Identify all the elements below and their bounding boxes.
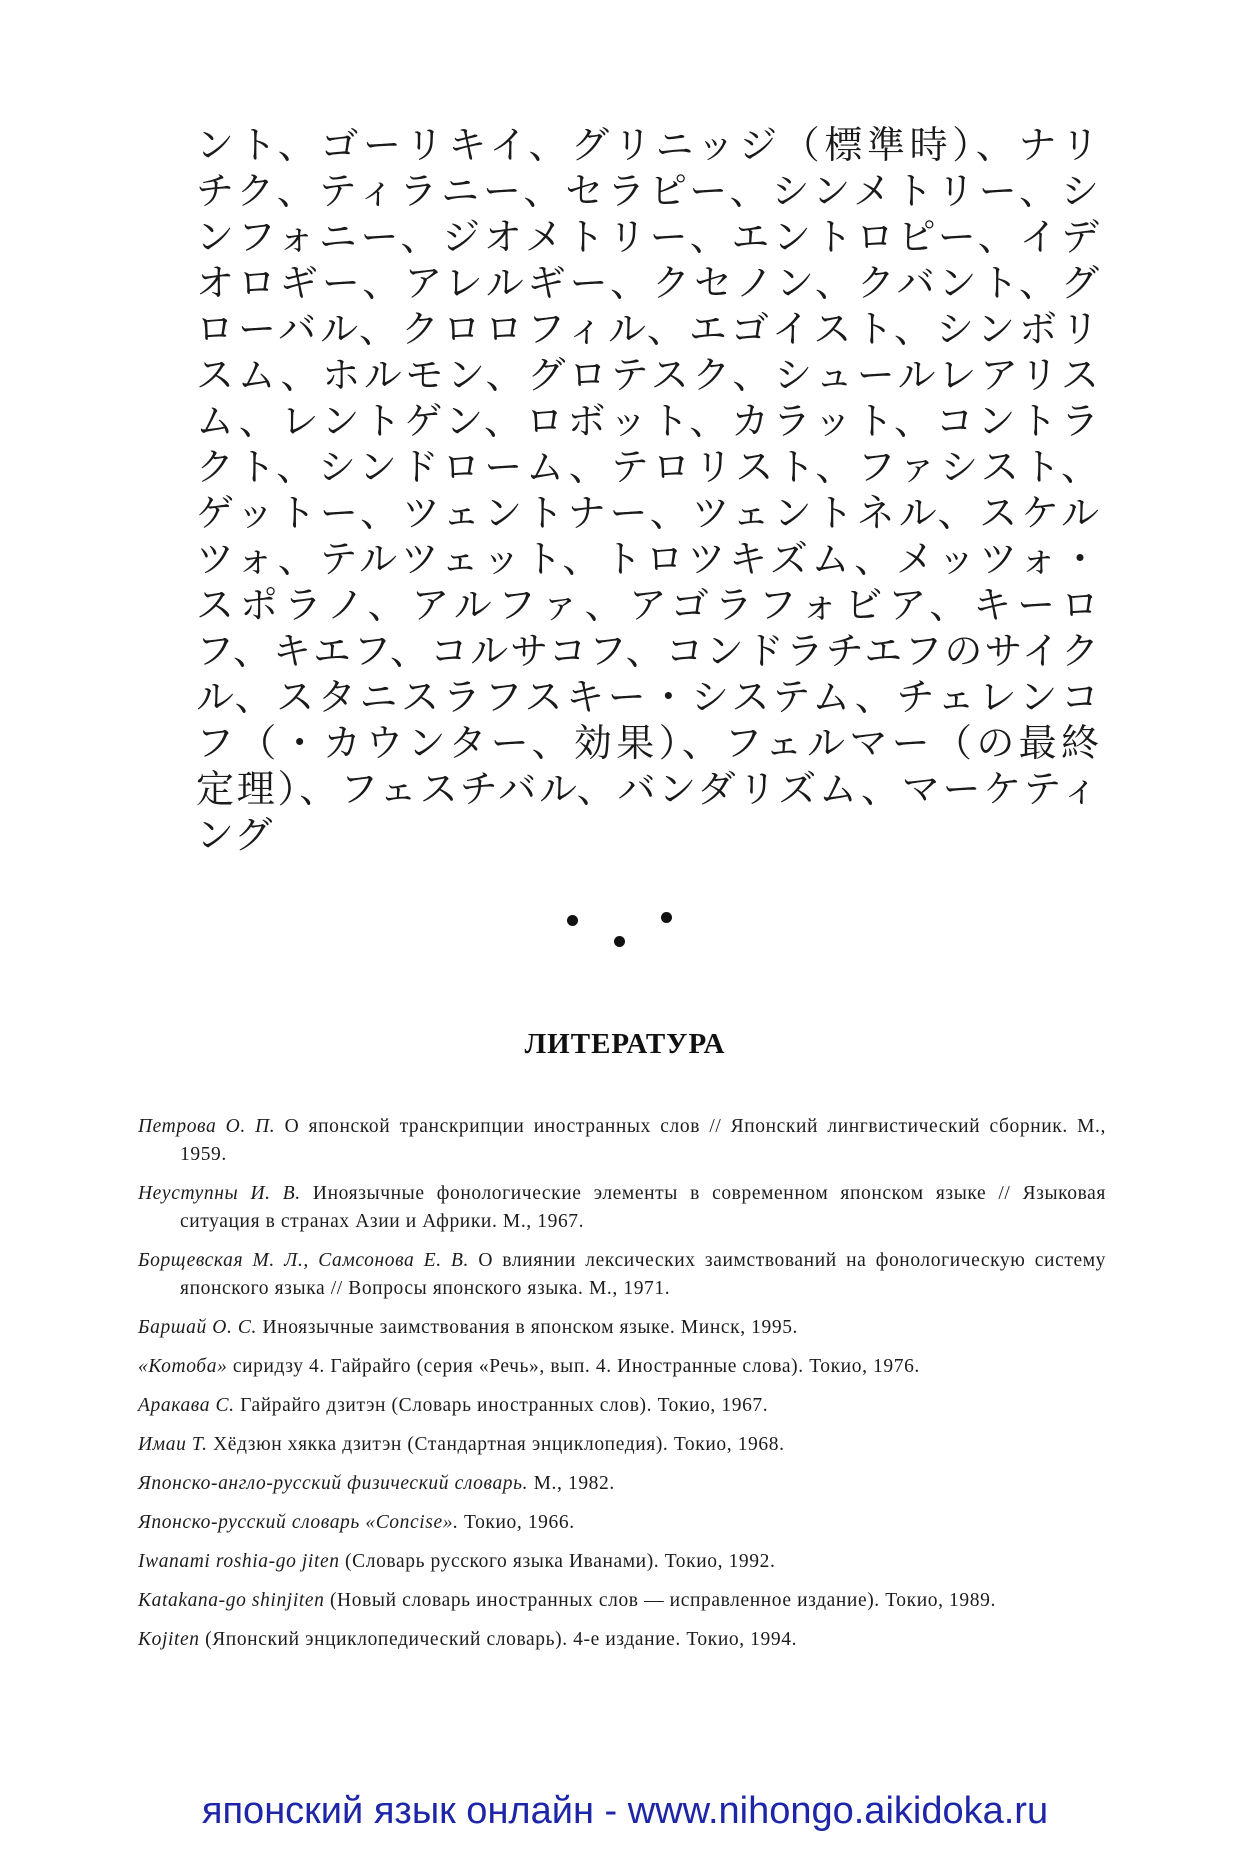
entry-details: О влиянии лексических заимствований на фонологическую систему японского языка // Вопросы японского языка. М., 1971. [180, 1250, 1106, 1299]
section-divider-dots [555, 912, 675, 962]
entry-details: Токио, 1966. [458, 1512, 575, 1533]
entry-author: Петрова О. П. [138, 1116, 276, 1137]
entry-details: Хёдзюн хякка дзитэн (Стандартная энциклопедия). Токио, 1968. [207, 1434, 785, 1455]
japanese-text-line: ゲットー、ツェントナー、ツェントネル、スケル [196, 491, 1100, 535]
bibliography-list [138, 1113, 1106, 1665]
japanese-text-line: 定理）、フェスチバル、バンダリズム、マーケティ [196, 767, 1100, 811]
entry-title: Katakana-go shinjiten [138, 1590, 325, 1611]
website-footer-link[interactable]: японский язык онлайн - www.nihongo.aikidoka.ru [201, 1790, 1049, 1832]
bibliography-entry [138, 1587, 1106, 1615]
divider-dot [567, 915, 578, 926]
japanese-text-line: ローバル、クロロフィル、エゴイスト、シンボリ [196, 307, 1100, 351]
bibliography-entry [138, 1626, 1106, 1654]
japanese-text-line: フ（・カウンター、効果）、フェルマー（の最終 [196, 721, 1100, 765]
japanese-text-line: ンフォニー、ジオメトリー、エントロピー、イデ [196, 215, 1100, 259]
entry-details: сиридзу 4. Гайрайго (серия «Речь», вып. 4. Иностранные слова). Токио, 1976. [227, 1356, 920, 1377]
entry-title: Iwanami roshia-go jiten [138, 1551, 340, 1572]
japanese-text-line: ム、レントゲン、ロボット、カラット、コントラ [196, 399, 1100, 443]
bibliography-entry [138, 1470, 1106, 1498]
entry-details: Иноязычные заимствования в японском языке. Минск, 1995. [257, 1317, 799, 1338]
section-heading: ЛИТЕРАТУРА [524, 1028, 726, 1060]
bibliography-entry [138, 1548, 1106, 1576]
bibliography-entry [138, 1431, 1106, 1459]
japanese-loanword-text [196, 122, 1100, 858]
japanese-text-line: クト、シンドローム、テロリスト、ファシスト、 [196, 445, 1100, 489]
entry-title: Японско-англо-русский физический словарь. [138, 1473, 529, 1494]
japanese-text-line: スム、ホルモン、グロテスク、シュールレアリス [196, 353, 1100, 397]
entry-details: Иноязычные фонологические элементы в современном японском языке // Языковая ситуация в странах Азии и Африки. М., 1967. [180, 1183, 1106, 1232]
japanese-text-line: ツォ、テルツェット、トロツキズム、メッツォ・ [196, 537, 1100, 581]
entry-title: «Котоба» [138, 1356, 228, 1377]
japanese-text-line: スポラノ、アルファ、アゴラフォビア、キーロ [196, 583, 1100, 627]
divider-dot [614, 936, 625, 947]
entry-title: Kojiten [138, 1629, 200, 1650]
entry-author: Борщевская М. Л., Самсонова Е. В. [138, 1250, 470, 1271]
japanese-text-line: ング [196, 813, 274, 857]
japanese-text-line: ル、スタニスラフスキー・システム、チェレンコ [196, 675, 1100, 719]
bibliography-entry [138, 1113, 1106, 1169]
divider-dot [661, 912, 672, 923]
japanese-text-line: フ、キエフ、コルサコフ、コンドラチエフのサイク [196, 629, 1100, 673]
entry-author: Аракава С. [138, 1395, 235, 1416]
bibliography-entry [138, 1247, 1106, 1303]
entry-author: Имаи Т. [138, 1434, 208, 1455]
entry-details: Гайрайго дзитэн (Словарь иностранных слов). Токио, 1967. [234, 1395, 769, 1416]
bibliography-entry [138, 1509, 1106, 1537]
bibliography-entry [138, 1353, 1106, 1381]
entry-details: (Японский энциклопедический словарь). 4-е издание. Токио, 1994. [199, 1629, 798, 1650]
entry-details: (Словарь русского языка Иванами). Токио, 1992. [339, 1551, 776, 1572]
japanese-text-line: ント、ゴーリキイ、グリニッジ（標準時）、ナリ [196, 123, 1100, 167]
entry-author: Неуступны И. В. [138, 1183, 301, 1204]
japanese-text-line: オロギー、アレルギー、クセノン、クバント、グ [196, 261, 1100, 305]
bibliography-entry [138, 1180, 1106, 1236]
entry-details: М., 1982. [528, 1473, 615, 1494]
entry-details: О японской транскрипции иностранных слов // Японский лингвистический сборник. М., 1959. [180, 1116, 1107, 1165]
entry-author: Баршай О. С. [138, 1317, 258, 1338]
entry-details: (Новый словарь иностранных слов — исправленное издание). Токио, 1989. [324, 1590, 996, 1611]
entry-title: Японско-русский словарь «Concise». [138, 1512, 459, 1533]
bibliography-entry [138, 1392, 1106, 1420]
japanese-text-line: チク、ティラニー、セラピー、シンメトリー、シ [196, 169, 1100, 213]
bibliography-entry [138, 1314, 1106, 1342]
